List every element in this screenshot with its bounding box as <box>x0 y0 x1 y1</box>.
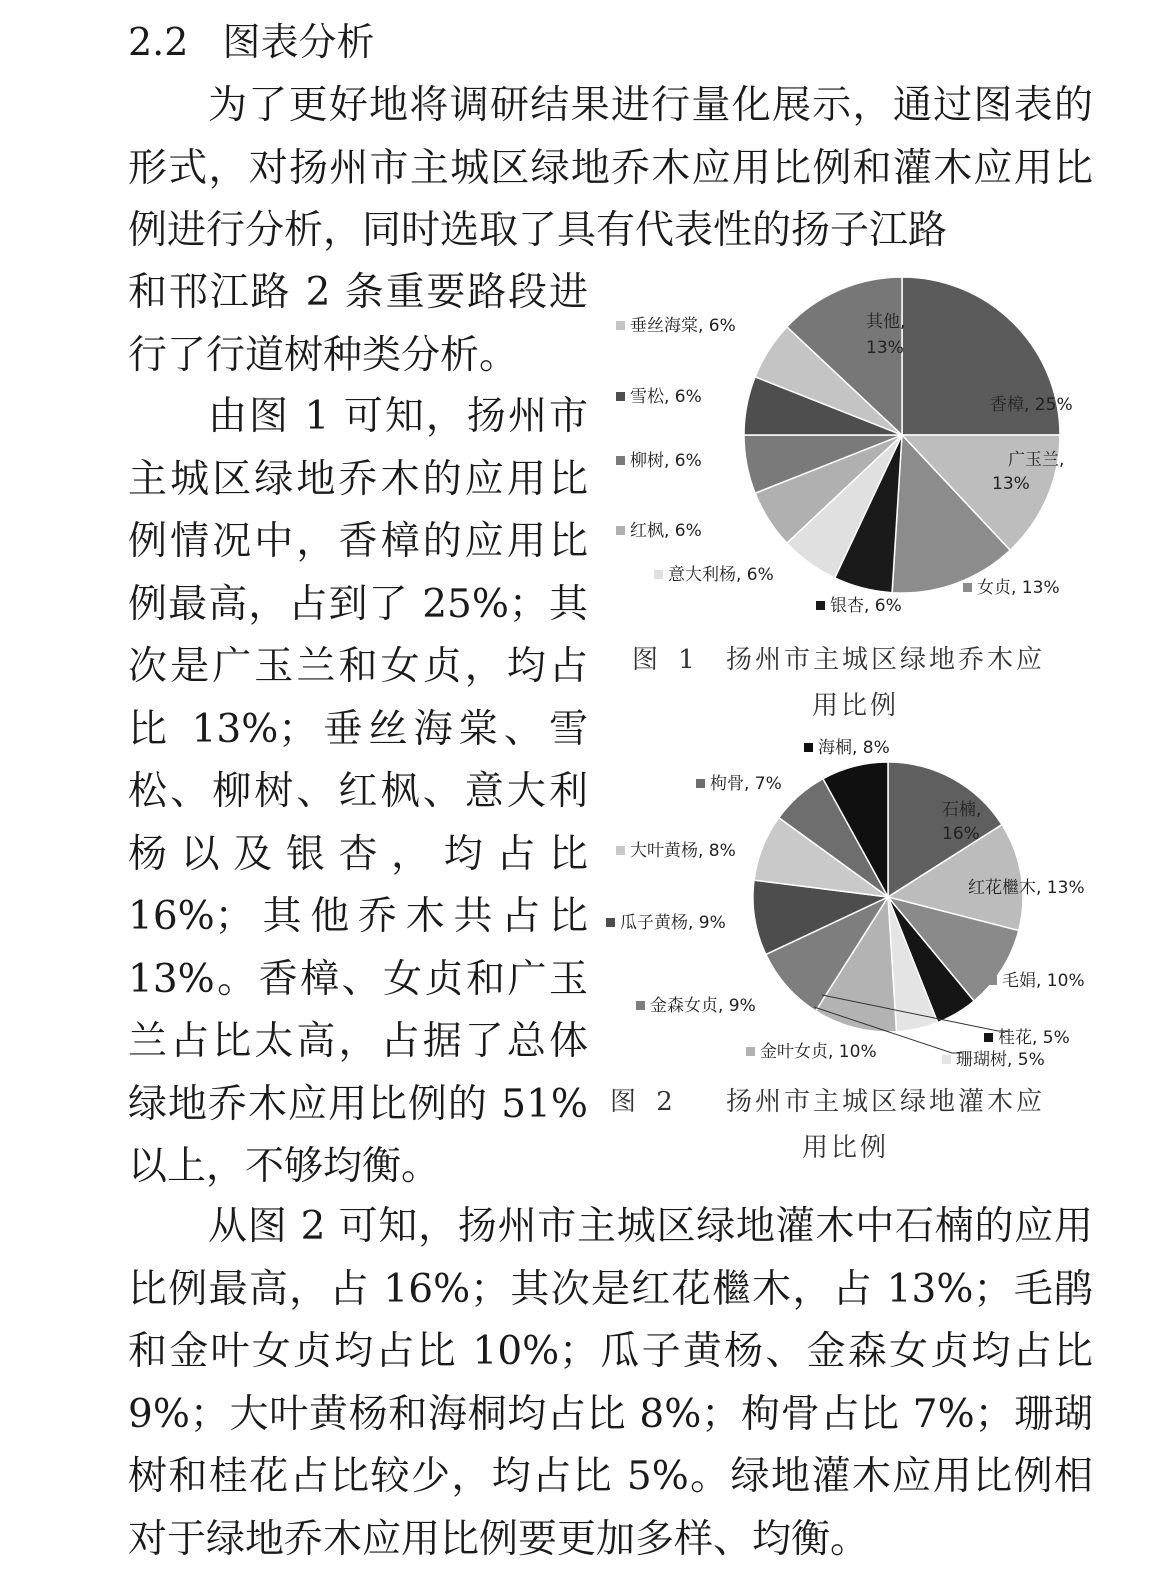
figure-2-caption <box>610 1080 679 1124</box>
slice-label: 其他, <box>866 312 906 332</box>
legend-label: 桂花, 5% <box>998 1028 1070 1048</box>
legend-swatch <box>636 1001 645 1010</box>
slice-label: 16% <box>942 824 980 844</box>
legend-label: 珊瑚树, 5% <box>956 1050 1045 1070</box>
section-number: 2.2 <box>128 20 189 64</box>
legend-swatch <box>816 601 825 610</box>
legend-label: 垂丝海棠, 6% <box>630 316 736 336</box>
shrub-ratio-pie-chart <box>600 735 1100 1080</box>
legend-label: 瓜子黄杨, 9% <box>620 913 726 933</box>
figure-1-caption-line-1: 扬州市主城区绿地乔木应 <box>726 645 1046 675</box>
legend-label: 枸骨, 7% <box>710 774 782 794</box>
legend-swatch <box>616 526 625 535</box>
legend-swatch <box>616 392 625 401</box>
legend-swatch <box>616 846 625 855</box>
figure-1-caption <box>632 638 701 682</box>
paragraph-3: 从图 2 可知，扬州市主城区绿地灌木中石楠的应用比例最高，占 16%；其次是红花檵木，占 13%；毛鹃和金叶女贞均占比 10%；瓜子黄杨、金森女贞均占比 9%；大叶黄杨和海桐均占比 8%；枸骨占比 7%；珊瑚树和桂花占比较少，均占比 5%。绿地灌木应用比例相对于绿地乔木应用比例要更加多样、均衡。 <box>128 1204 1093 1562</box>
slice-label: 香樟, 25% <box>990 395 1073 415</box>
legend-swatch <box>988 976 997 985</box>
section-title: 图表分析 <box>222 20 375 64</box>
legend-swatch <box>963 583 972 592</box>
legend-label: 红枫, 6% <box>630 521 702 541</box>
legend-label: 大叶黄杨, 8% <box>630 841 736 861</box>
legend-swatch <box>954 883 963 892</box>
legend-swatch <box>616 456 625 465</box>
legend-swatch <box>654 570 663 579</box>
legend-swatch <box>606 918 615 927</box>
tree-ratio-pie-chart <box>600 265 1100 630</box>
legend-label: 柳树, 6% <box>630 451 702 471</box>
legend-swatch <box>696 779 705 788</box>
legend-label: 红花檵木, 13% <box>968 878 1085 898</box>
legend-label: 雪松, 6% <box>630 387 702 407</box>
legend-label: 金叶女贞, 10% <box>760 1042 877 1062</box>
slice-label: 13% <box>866 338 904 358</box>
figure-1-number: 图 1 <box>632 645 701 675</box>
legend-swatch <box>616 321 625 330</box>
legend-label: 毛娟, 10% <box>1002 971 1085 991</box>
legend-label: 银杏, 6% <box>830 596 902 616</box>
legend-label: 海桐, 8% <box>818 738 890 758</box>
legend-swatch <box>942 1055 951 1064</box>
legend-swatch <box>984 1033 993 1042</box>
legend-label: 女贞, 13% <box>977 578 1060 598</box>
figure-1-caption-line-2: 用比例 <box>812 691 900 721</box>
section-heading <box>128 18 374 66</box>
paragraph-1-part-1: 为了更好地将调研结果进行量化展示，通过图表的形式，对扬州市主城区绿地乔木应用比例和灌木应用比例进行分析，同时选取了具有代表性的扬子江路 <box>128 83 1093 253</box>
figure-2-caption-line-2: 用比例 <box>802 1133 890 1163</box>
legend-label: 意大利杨, 6% <box>668 565 774 585</box>
slice-label: 石楠, <box>942 800 982 820</box>
slice-label: 广玉兰, <box>1008 450 1065 470</box>
figure-2-caption-line-1: 扬州市主城区绿地灌木应 <box>726 1087 1046 1117</box>
paragraph-1-part-2: 和邗江路 2 条重要路段进行了行道树种类分析。 <box>128 270 588 378</box>
paragraph-2: 由图 1 可知，扬州市主城区绿地乔木的应用比例情况中，香樟的应用比例最高，占到了 25%；其次是广玉兰和女贞，均占比 13%；垂丝海棠、雪松、柳树、红枫、意大利杨以及银杏，均占比 16%；其他乔木共占比 13%。香樟、女贞和广玉兰占比太高，占据了总体绿地乔木应用比例的 51%以上，不够均衡。 <box>128 394 588 1189</box>
legend-label: 金森女贞, 9% <box>650 996 756 1016</box>
slice-label: 13% <box>992 474 1030 494</box>
legend-swatch <box>804 743 813 752</box>
legend-swatch <box>746 1047 755 1056</box>
figure-2-number: 图 2 <box>610 1087 679 1117</box>
